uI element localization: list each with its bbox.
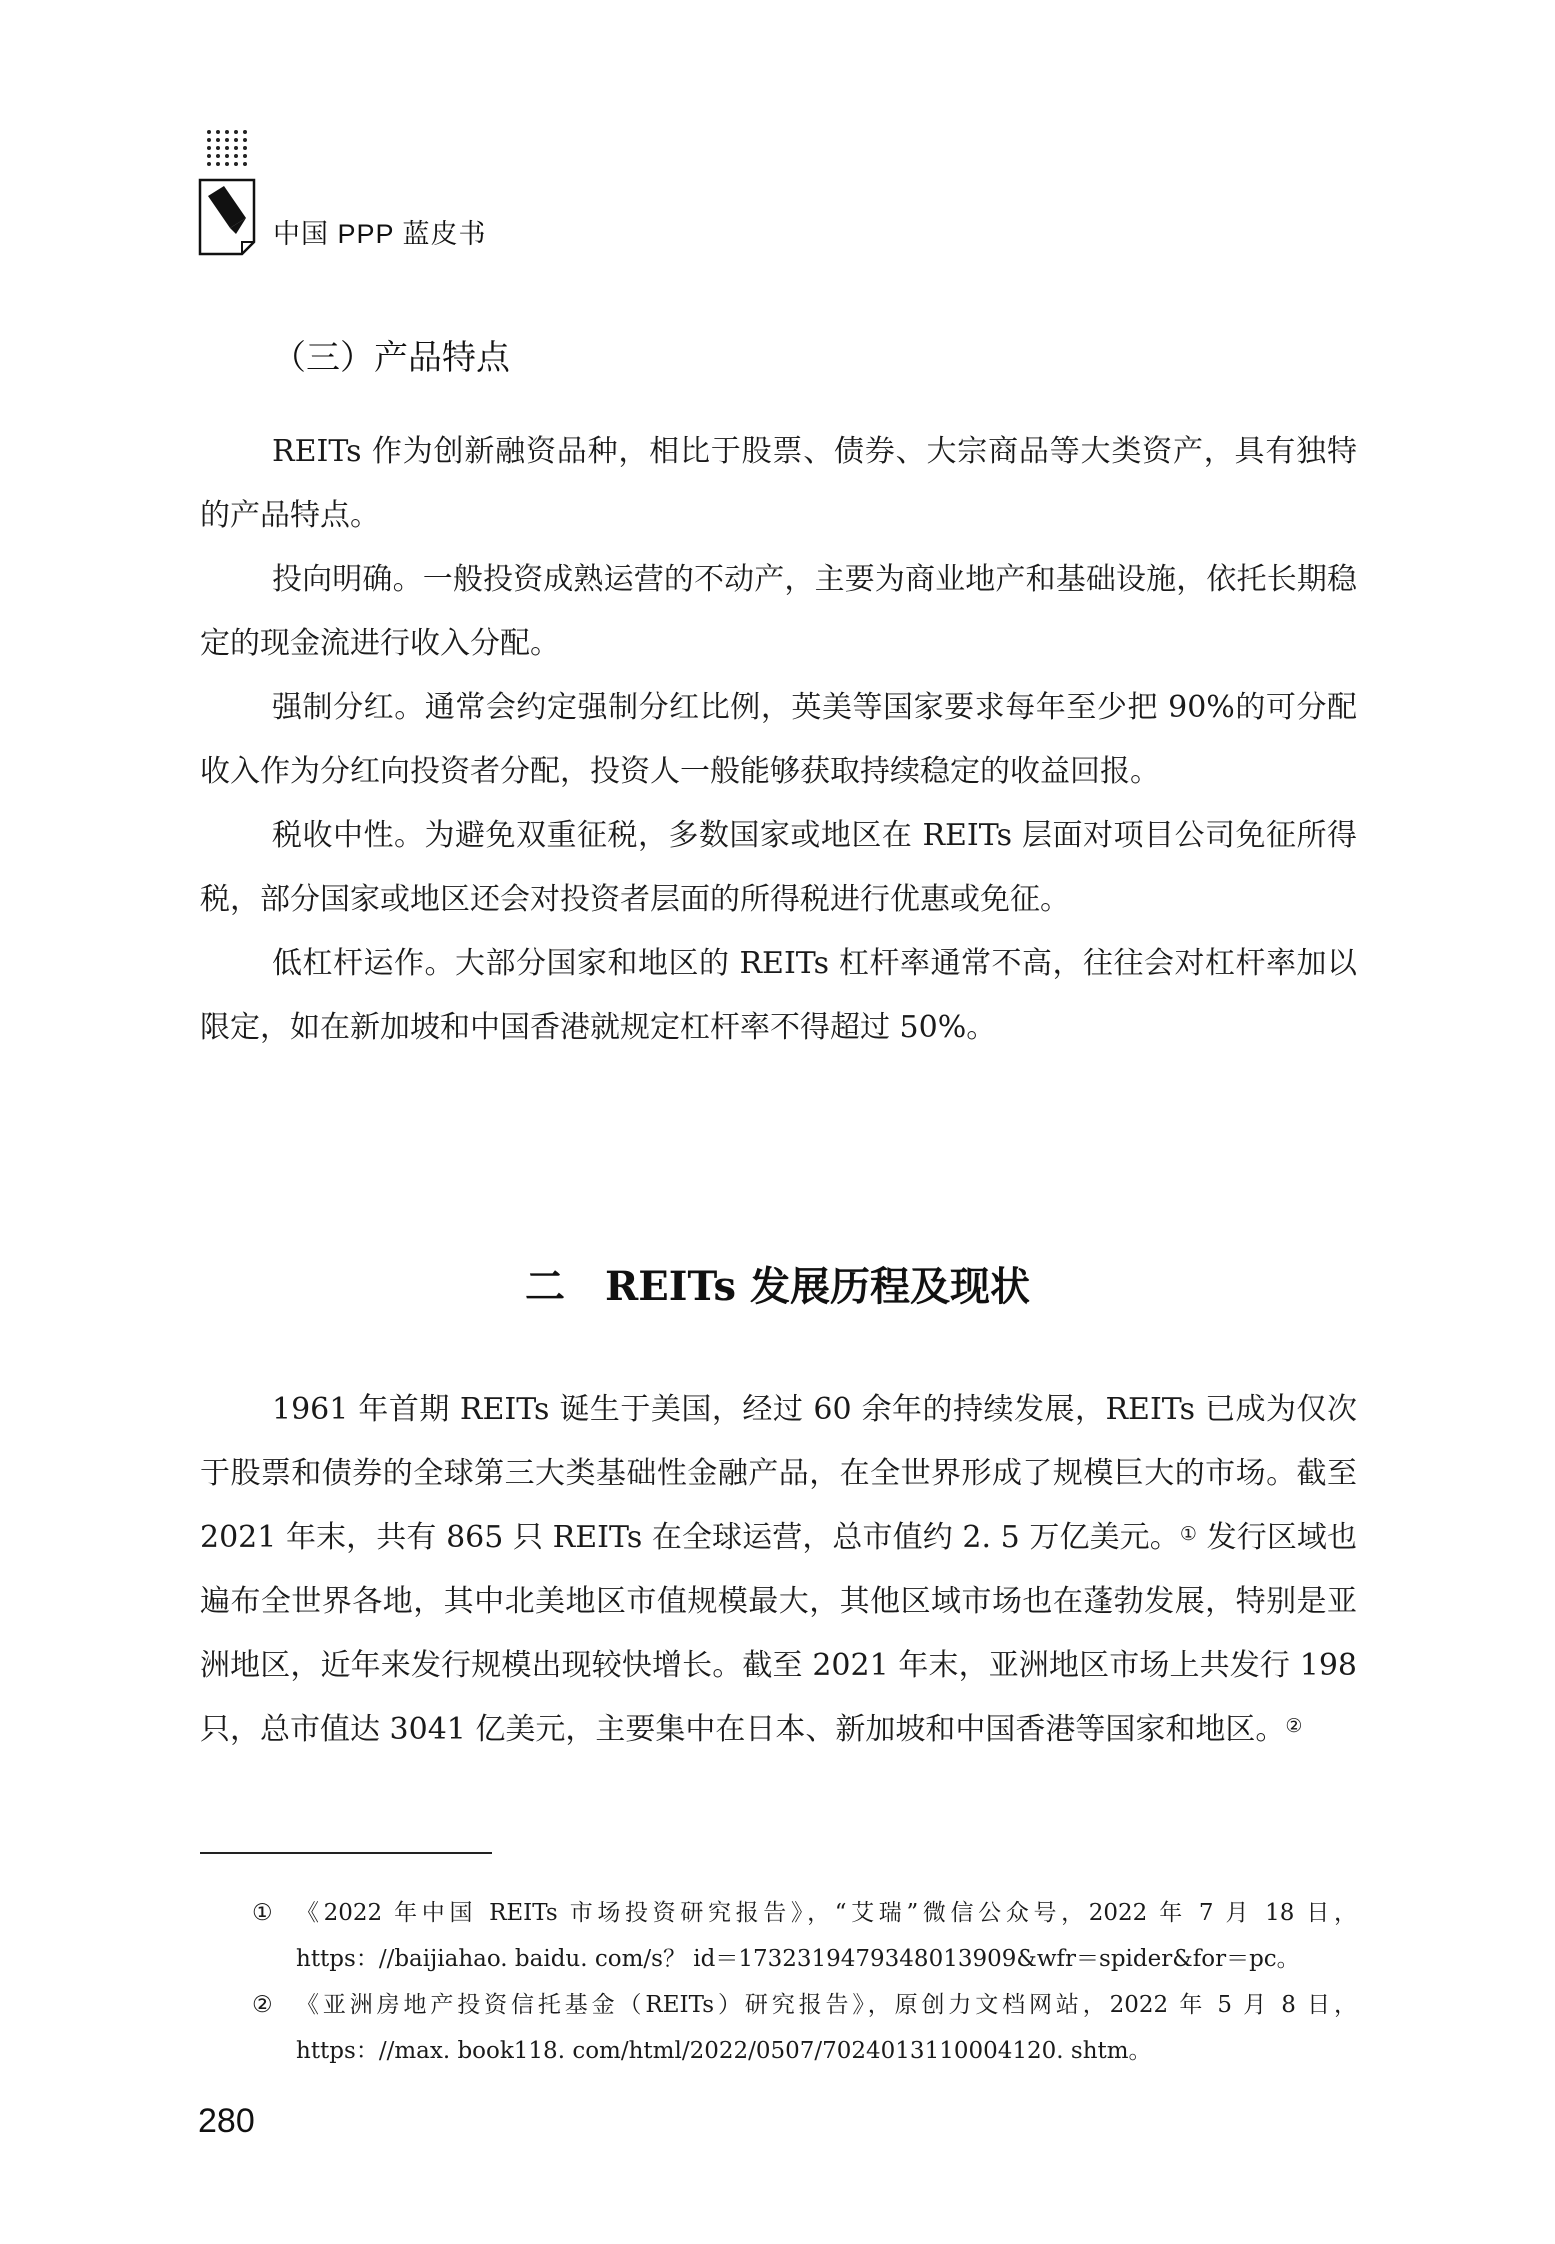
book-title: 中国 PPP 蓝皮书 bbox=[273, 219, 487, 249]
dot-grid-ornament bbox=[206, 128, 258, 172]
paragraph: 税收中性。为避免双重征税，多数国家或地区在 REITs 层面对项目公司免征所得税，部分国家或地区还会对投资者层面的所得税进行优惠或免征。 bbox=[200, 818, 1357, 917]
paragraph-text: 1961 年首期 REITs 诞生于美国，经过 60 余年的持续发展，REITs 已成为仅次于股票和债券的全球第三大类基础性金融产品，在全世界形成了规模巨大的市场。截至 2021 年末，共有 865 只 REITs 在全球运营，总市值约 2. 5 万亿美元。 bbox=[200, 1392, 1357, 1555]
subsection-heading: （三）产品特点 bbox=[272, 338, 510, 378]
section-title: 二 REITs 发展历程及现状 bbox=[525, 1263, 1030, 1310]
footnote bbox=[252, 1982, 1357, 2074]
paragraph: 强制分红。通常会约定强制分红比例，英美等国家要求每年至少把 90%的可分配收入作为分红向投资者分配，投资人一般能够获取持续稳定的收益回报。 bbox=[200, 690, 1357, 789]
subsection-body bbox=[200, 420, 1357, 1060]
footnote bbox=[252, 1890, 1357, 1982]
paragraph bbox=[200, 1378, 1357, 1762]
footnote-text: 《亚洲房地产投资信托基金（REITs）研究报告》，原创力文档网站，2022 年 5 月 8 日，https：//max. book118. com/html/2022/0507/7024013110004120. shtm。 bbox=[296, 1992, 1357, 2064]
paragraph: 投向明确。一般投资成熟运营的不动产，主要为商业地产和基础设施，依托长期稳定的现金流进行收入分配。 bbox=[200, 562, 1357, 661]
section-body bbox=[200, 1378, 1357, 1762]
footnote-ref-1[interactable]: ① bbox=[1179, 1523, 1197, 1545]
paragraph: REITs 作为创新融资品种，相比于股票、债券、大宗商品等大类资产，具有独特的产品特点。 bbox=[200, 434, 1357, 533]
paragraph-text: 发行区域也遍布全世界各地，其中北美地区市值规模最大，其他区域市场也在蓬勃发展，特别是亚洲地区，近年来发行规模出现较快增长。截至 2021 年末，亚洲地区市场上共发行 198 只，总市值达 3041 亿美元，主要集中在日本、新加坡和中国香港等国家和地区。 bbox=[200, 1520, 1357, 1747]
footnote-text: 《2022 年中国 REITs 市场投资研究报告》，“艾瑞”微信公众号，2022 年 7 月 18 日，https：//baijiahao. baidu. com/s？ id＝1732319479348013909&wfr＝spider&for＝pc。 bbox=[296, 1900, 1357, 1972]
footnote-mark: ② bbox=[252, 1992, 273, 2018]
footnote-divider bbox=[200, 1852, 492, 1854]
footnote-mark: ① bbox=[252, 1900, 273, 1926]
paragraph: 低杠杆运作。大部分国家和地区的 REITs 杠杆率通常不高，往往会对杠杆率加以限定，如在新加坡和中国香港就规定杠杆率不得超过 50%。 bbox=[200, 946, 1357, 1045]
running-header bbox=[198, 128, 558, 258]
page-number: 280 bbox=[198, 2102, 255, 2140]
book-logo-icon bbox=[198, 178, 260, 256]
footnote-ref-2[interactable]: ② bbox=[1285, 1715, 1303, 1737]
footnotes bbox=[252, 1890, 1357, 2074]
